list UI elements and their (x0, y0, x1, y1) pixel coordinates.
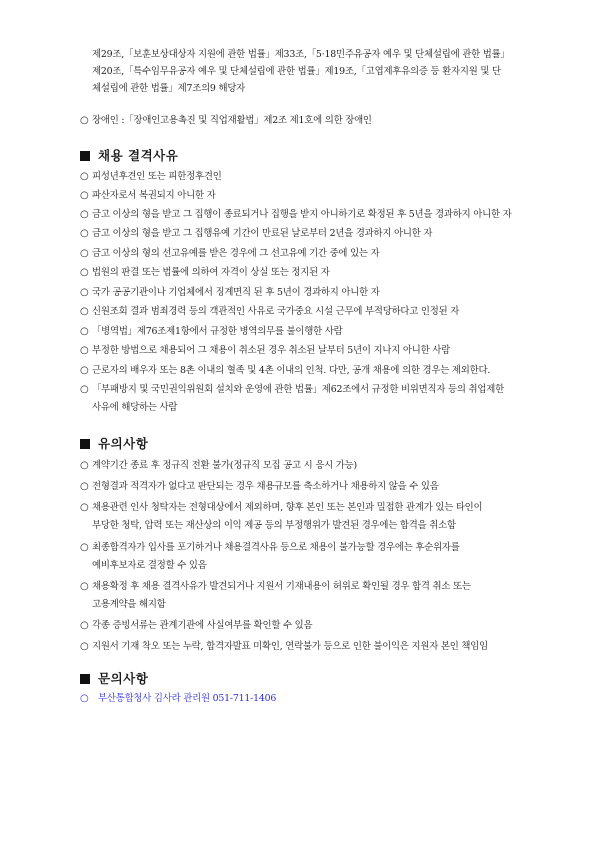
circle-bullet-icon: ○ (80, 641, 89, 652)
circle-bullet-icon: ○ (80, 481, 89, 492)
circle-bullet-icon: ○ (80, 287, 89, 298)
list-item-text: 장애인 :「장애인고용촉진 및 직업재활법」제2조 제1호에 의한 장애인 (92, 115, 372, 126)
list-item-text: 지원서 기재 착오 또는 누락, 합격자발표 미확인, 연락불가 등으로 인한 불이익은 지원자 본인 책임임 (92, 641, 488, 652)
list-item (80, 362, 555, 380)
section-title: 문의사항 (98, 671, 149, 686)
circle-bullet-icon: ○ (80, 502, 89, 513)
circle-bullet-icon: ○ (80, 365, 89, 376)
text-line: 제20조,「특수임무유공자 예우 및 단체설립에 관한 법률」제19조,「고엽제후유의증 등 환자지원 및 단 (92, 66, 501, 77)
list-item-text: 금고 이상의 형을 받고 그 집행유예 기간이 만료된 날로부터 2년을 경과하지 아니한 자 (92, 228, 433, 239)
list-item-text: 「병역법」제76조제1항에서 규정한 병역의무를 불이행한 사람 (92, 326, 343, 337)
list-item (80, 617, 555, 635)
circle-bullet-icon: ○ (80, 228, 89, 239)
circle-bullet-icon: ○ (80, 209, 89, 220)
circle-bullet-icon: ○ (80, 693, 89, 704)
list-item (80, 539, 555, 574)
list-item-text: 각종 증빙서류는 관계기관에 사실여부를 확인할 수 있음 (92, 620, 313, 631)
list-item-text: 채용확정 후 채용 결격사유가 발견되거나 지원서 기재내용이 허위로 확인될 경우 합격 취소 또는 (92, 581, 471, 592)
section-title: 채용 결격사유 (98, 148, 179, 163)
list-item-text: 근로자의 배우자 또는 8촌 이내의 혈족 및 4촌 이내의 인척. 다만, 공개 채용에 의한 경우는 제외한다. (92, 365, 491, 376)
circle-bullet-icon: ○ (80, 542, 89, 553)
list-item (80, 499, 555, 534)
list-item-text: 계약기간 종료 후 정규직 전환 불가(정규직 모집 공고 시 응시 가능) (92, 460, 357, 471)
square-bullet-icon (80, 151, 90, 161)
list-item-text: 신원조회 결과 범죄경력 등의 객관적인 사유로 국가중요 시설 근무에 부적당하다고 인정된 자 (92, 306, 460, 317)
list-item (80, 264, 555, 282)
section-heading-disqualification (80, 148, 178, 164)
list-item-text: 금고 이상의 형을 받고 그 집행이 종료되거나 집행을 받지 아니하기로 확정된 후 5년을 경과하지 아니한 자 (92, 209, 512, 220)
list-item (80, 578, 555, 613)
list-item-text: 고용계약을 해지함 (92, 598, 166, 610)
list-item-text: 최종합격자가 입사를 포기하거나 채용결격사유 등으로 채용이 불가능할 경우에는 후순위자를 (92, 542, 460, 553)
list-item-text: 금고 이상의 형의 선고유예를 받은 경우에 그 선고유예 기간 중에 있는 자 (92, 248, 380, 259)
circle-bullet-icon: ○ (80, 460, 89, 471)
list-item-text: 피성년후견인 또는 피한정후견인 (92, 171, 222, 182)
contact-text: 부산통합청사 김사라 관리원 051-711-1406 (98, 693, 277, 704)
list-item (80, 284, 555, 302)
list-item (80, 245, 555, 263)
list-item (80, 168, 555, 186)
list-item-text: 국가 공공기관이나 기업체에서 징계면직 된 후 5년이 경과하지 아니한 자 (92, 287, 380, 298)
circle-bullet-icon: ○ (80, 384, 89, 395)
list-item-text: 전형결과 적격자가 없다고 판단되는 경우 채용규모를 축소하거나 채용하지 않을 수 있음 (92, 481, 439, 492)
circle-bullet-icon: ○ (80, 345, 89, 356)
list-item-text: 파산자로서 복권되지 아니한 자 (92, 190, 216, 201)
circle-bullet-icon: ○ (80, 581, 89, 592)
list-item (80, 478, 555, 496)
text-line: 제29조,「보훈보상대상자 지원에 관한 법률」제33조,「5·18민주유공자 예우 및 단체설립에 관한 법률」 (92, 49, 510, 60)
list-item (80, 303, 555, 321)
text-line: 체설립에 관한 법률」제7조의9 해당자 (92, 83, 246, 94)
list-item-text: 「부패방지 및 국민권익위원회 설치와 운영에 관한 법률」제62조에서 규정한 비위면직자 등의 취업제한 (92, 384, 504, 395)
section-heading-inquiry (80, 671, 148, 687)
list-item (80, 187, 555, 205)
list-item (80, 342, 555, 360)
veterans-continuation-text (92, 46, 552, 97)
list-item-text: 법원의 판결 또는 법률에 의하여 자격이 상실 또는 정지된 자 (92, 267, 330, 278)
circle-bullet-icon: ○ (80, 620, 89, 631)
circle-bullet-icon: ○ (80, 115, 89, 126)
list-item (80, 638, 555, 656)
circle-bullet-icon: ○ (80, 248, 89, 259)
square-bullet-icon (80, 439, 90, 449)
circle-bullet-icon: ○ (80, 190, 89, 201)
circle-bullet-icon: ○ (80, 267, 89, 278)
list-item (80, 323, 555, 341)
list-item-text: 부당한 청탁, 압력 또는 재산상의 이익 제공 등의 부정행위가 발견된 경우에는 합격을 취소함 (92, 519, 456, 531)
section-title: 유의사항 (98, 436, 149, 451)
list-item (80, 381, 555, 416)
list-item (80, 206, 555, 224)
list-item-text: 사유에 해당하는 사람 (92, 401, 178, 413)
list-item-text: 예비후보자로 결정할 수 있음 (92, 559, 207, 571)
section-heading-notes (80, 436, 148, 452)
circle-bullet-icon: ○ (80, 171, 89, 182)
contact-item (80, 690, 555, 708)
square-bullet-icon (80, 674, 90, 684)
list-item-text: 채용관련 인사 청탁자는 전형대상에서 제외하며, 향후 본인 또는 본인과 밀접한 관계가 있는 타인이 (92, 502, 483, 513)
list-item-text: 부정한 방법으로 채용되어 그 채용이 취소된 경우 취소된 날부터 5년이 지나지 아니한 사람 (92, 345, 450, 356)
disabled-person-item (80, 112, 555, 130)
circle-bullet-icon: ○ (80, 326, 89, 337)
list-item (80, 225, 555, 243)
list-item (80, 457, 555, 475)
circle-bullet-icon: ○ (80, 306, 89, 317)
